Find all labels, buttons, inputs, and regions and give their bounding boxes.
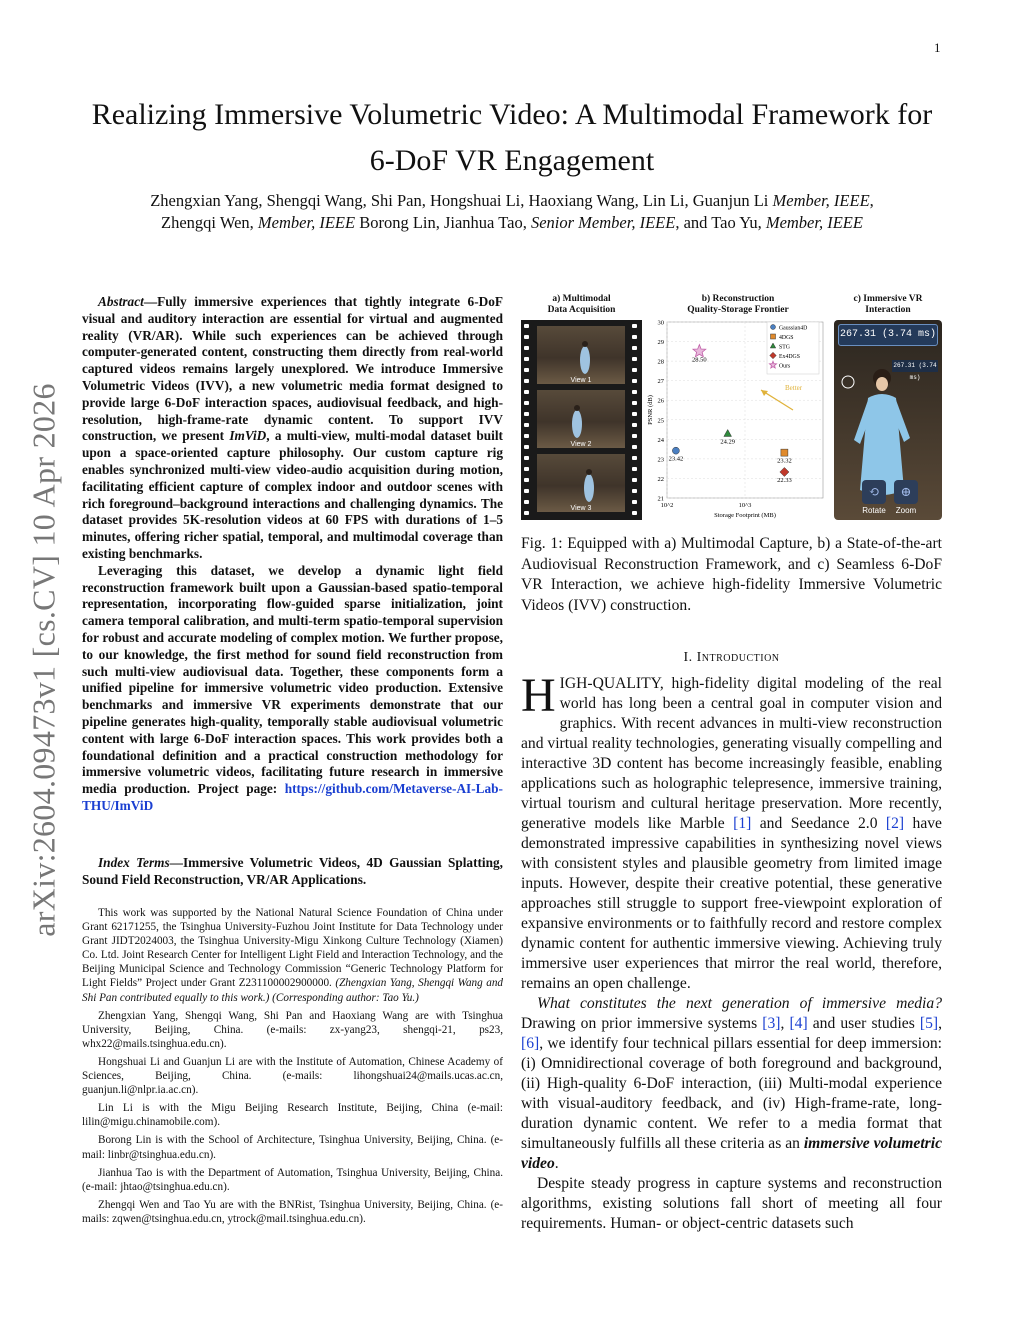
filmstrip-hole [524, 346, 529, 350]
legend-entry: STG [779, 344, 790, 351]
figure-caption: Fig. 1: Equipped with a) Multimodal Capture, b) a State-of-the-art Audiovisual Reconstruction Framework, and c) Seamless 6-DoF VR Interaction, we achieve high-fidelity Immersive Volumetric Videos (IVV) construction. [521, 535, 942, 614]
paragraph: Despite steady progress in capture systems and reconstruction algorithms, existing solutions fall short of meeting all four requirements. Human- or object-centric datasets such [521, 1175, 942, 1232]
citation-link[interactable]: [6] [521, 1035, 540, 1052]
legend-entry: Ours [779, 363, 791, 370]
author-list: Zhengxian Yang, Shengqi Wang, Shi Pan, Hongshuai Li, Haoxiang Wang, Lin Li, Guanjun Li Member, IEEE, Zhengqi Wen, Member, IEEE Borong Lin, Jianhua Tao, Senior Member, IEEE, and Tao Yu, Member, IEEE [150, 191, 874, 232]
filmstrip-hole [524, 423, 529, 427]
author-name: Zhengqi Wen, [161, 213, 254, 232]
author-name: , and Tao Yu, [675, 213, 762, 232]
x-tick-label: 10^2 [660, 502, 674, 509]
y-axis-label: PSNR (dB) [647, 395, 654, 425]
index-terms-label: Index Terms [98, 855, 170, 870]
filmstrip-hole [524, 434, 529, 438]
footnote-affiliation: Jianhua Tao is with the Department of Automation, Tsinghua University, Beijing, China. (e-mail: jhtao@tsinghua.edu.cn). [82, 1166, 503, 1193]
y-tick-label: 23 [657, 456, 664, 464]
y-tick-label: 22 [657, 475, 664, 483]
filmstrip-hole [632, 467, 637, 471]
panel-b-title: b) Reconstruction Quality-Storage Frontier [687, 294, 789, 315]
filmstrip-hole [632, 478, 637, 482]
data-label: 23.32 [777, 457, 792, 465]
filmstrip-hole [524, 357, 529, 361]
paper-title [60, 92, 964, 184]
filmstrip-hole [524, 445, 529, 449]
drop-cap: H [521, 669, 556, 722]
authors-line1: Zhengxian Yang, Shengqi Wang, Shi Pan, Hongshuai Li, Haoxiang Wang, Lin Li, Guanjun Li [150, 191, 769, 210]
quality-storage-chart [645, 318, 831, 520]
citation-link[interactable]: [5] [919, 1015, 939, 1032]
filmstrip-hole [632, 335, 637, 339]
filmstrip-hole [524, 401, 529, 405]
filmstrip-hole [632, 357, 637, 361]
performer-figure [834, 320, 942, 520]
abstract-text: , a multi-view, multi-modal dataset built upon a space-oriented capture philosophy. Our custom capture rig enables synchronized multi-view video-audio acquisition during motion, facilitating efficient capture of complex indoor and outdoor scenes with rich foreground–background interactions and challenging dynamics. The dataset provides 5K-resolution videos at 60 FPS with durations of 1–5 minutes, offering richer spatial, temporal, and multimodal coverage than existing benchmarks. [82, 428, 503, 561]
y-tick-label: 29 [657, 339, 664, 347]
citation-link[interactable]: [4] [789, 1015, 808, 1032]
filmstrip-hole [524, 324, 529, 328]
index-terms-text: —Immersive Volumetric Videos, 4D Gaussian Splatting, Sound Field Reconstruction, VR/AR Applications. [82, 855, 503, 887]
filmstrip-hole [632, 445, 637, 449]
filmstrip [521, 320, 642, 520]
panel-c-title: c) Immersive VR Interaction [853, 294, 923, 315]
filmstrip-hole [524, 456, 529, 460]
view-image: View 2 [537, 390, 625, 448]
footnote-funding: This work was supported by the National Natural Science Foundation of China under Grant 62171255, the Tsinghua University-Fuzhou Joint Institute for Data Technology under Grant JIDT2024003, the Tsinghua University-Migu Xinkong Culture Technology (Xiamen) Co. Ltd. Joint Research Center for Intelligent Light Field and Interaction Technology, and the Beijing Municipal Science and Technology Commission “Generic Technology Platform for Light Fields” Project under Grant Z231100002900000. (Zhengxian Yang, Shengqi Wang and Shi Pan contributed equally to this work.) (Corresponding author: Tao Yu.) [82, 907, 504, 1004]
legend-entry: Gaussian4D [779, 325, 808, 332]
y-tick-label: 28 [657, 358, 664, 366]
section-heading: I. Introduction [683, 650, 780, 665]
filmstrip-hole [632, 401, 637, 405]
footnote-affiliation: Lin Li is with the Migu Beijing Research Institute, Beijing, China (e-mail: lilin@migu.chinamobile.com). [82, 1102, 503, 1129]
legend-marker [771, 334, 776, 339]
zoom-button[interactable]: ⊕ [894, 480, 918, 504]
y-tick-label: 25 [657, 417, 664, 425]
index-terms [82, 855, 503, 889]
filmstrip-hole [632, 368, 637, 372]
legend-marker [771, 325, 776, 330]
data-label: 28.50 [692, 356, 707, 364]
filmstrip-hole [632, 434, 637, 438]
footnotes [82, 906, 503, 1230]
legend-entry: Ex4DGS [779, 354, 800, 360]
y-tick-label: 30 [657, 319, 664, 327]
data-point-4dgs [781, 449, 788, 456]
filmstrip-hole [632, 346, 637, 350]
zoom-label: Zoom [895, 506, 917, 515]
author-role: Member, IEEE [765, 213, 863, 232]
abstract [82, 294, 503, 815]
title-line-2: 6-DoF VR Engagement [369, 144, 655, 177]
x-tick-label: 10^3 [738, 502, 752, 509]
filmstrip-hole [524, 489, 529, 493]
author-role: Member, IEEE [772, 191, 870, 210]
x-axis-label: Storage Footprint (MB) [714, 512, 776, 519]
data-label: 22.33 [777, 476, 792, 484]
filmstrip-hole [632, 511, 637, 515]
filmstrip-hole [632, 412, 637, 416]
view-image: View 3 [537, 454, 625, 512]
title-line-1: Realizing Immersive Volumetric Video: A Multimodal Framework for [91, 98, 933, 131]
legend-entry: 4DGS [779, 335, 794, 341]
abstract-text: Leveraging this dataset, we develop a dynamic light field reconstruction framework built upon a Gaussian-based spatio-temporal representation, incorporating flow-guided sparse initialization, joint camera temporal calibration, and multi-term spatio-temporal supervision for robust and accurate modeling of complex motion. We further propose, to our knowledge, the first method for sound field reconstruction from such multi-view audiovisual data. Together, these components form a unified pipeline for immersive volumetric video production. Extensive benchmarks and immersive VR experiments demonstrate that our pipeline generates high-quality, temporally stable audiovisual volumetric content with large 6-DoF interaction spaces. This work provides both a foundational definition and a practical construction methodology for immersive volumetric videos, facilitating future research in immersive media production. Project page: [82, 562, 503, 797]
arxiv-identifier: arXiv:2604.09473v1 [cs.CV] 10 Apr 2026 [25, 383, 62, 937]
footnote-affiliation: Zhengqi Wen and Tao Yu are with the BNRist, Tsinghua University, Beijing, China. (e-mails: zqwen@tsinghua.edu.cn, ytrock@mail.tsinghua.edu.cn). [82, 1198, 503, 1225]
author-name: Borong Lin, Jianhua Tao, [359, 213, 527, 232]
figure-1 [521, 294, 942, 520]
citation-link[interactable]: [2] [885, 815, 905, 832]
dataset-name: ImViD [229, 428, 267, 444]
filmstrip-hole [632, 456, 637, 460]
fps-overlay-small: 267.31 (3.74 ms) [893, 362, 937, 381]
rotate-button[interactable]: ⟲ [862, 480, 886, 504]
vr-view [834, 320, 942, 520]
filmstrip-hole [632, 324, 637, 328]
y-tick-label: 21 [657, 495, 664, 503]
y-tick-label: 24 [657, 436, 664, 444]
fps-overlay: 267.31 (3.74 ms) [838, 324, 938, 346]
data-point-gaussian4d [672, 447, 679, 454]
filmstrip-hole [524, 478, 529, 482]
filmstrip-hole [524, 511, 529, 515]
author-role: Senior Member, IEEE [530, 213, 676, 232]
back-icon [842, 376, 854, 388]
footnote-affiliation: Borong Lin is with the School of Architecture, Tsinghua University, Beijing, China. (e-mail: linbr@tsinghua.edu.cn). [82, 1134, 503, 1161]
y-tick-label: 26 [657, 397, 664, 405]
better-label: Better [785, 384, 803, 392]
abstract-label: Abstract [98, 294, 144, 309]
abstract-text: —Fully immersive experiences that tightly integrate 6-DoF visual and auditory interaction are essential for virtual and augmented reality (VR/AR). While such experiences can be achieved through computer-generated content, constructing them directly from real-world captured videos remains largely unexplored. We introduce Immersive Volumetric Videos (IVV), a new volumetric media format designed to provide large 6-DoF interaction spaces, audiovisual feedback, and high-resolution, high-frame-rate dynamic content. To support IVV construction, we present [82, 294, 503, 444]
panel-c [834, 294, 942, 520]
footnote-affiliation: Zhengxian Yang, Shengqi Wang, Shi Pan and Haoxiang Wang are with Tsinghua University, Beijing, China. (e-mails: zx-yang23, shengqi-21, ps23, whx22@mails.tsinghua.edu.cn). [82, 1009, 503, 1050]
panel-a [521, 294, 642, 520]
filmstrip-hole [632, 390, 637, 394]
citation-link[interactable]: [1] [733, 815, 752, 832]
introduction-body: HIGH-QUALITY, high-fidelity digital modeling of the real world has long been a central goal in computer vision and graphics. With recent advances in multi-view reconstruction and virtual reality technologies, generating visually compelling and interactive 3D content has become increasingly feasible, enabling applications such as holographic telepresence, immersive training, virtual tourism and cultural heritage preservation. More recently, generative models like Marble [1] and Seedance 2.0 [2] have demonstrated impressive capabilities in synthesizing novel views with consistent styles and plausible geometry from limited image inputs. However, despite their creative potential, these generative approaches still struggle to support free-viewpoint exploration of expansive environments or to faithfully record and restore complex dynamic content for authentic immersive viewing. Achieving truly immersive user experiences that mirror the real world, therefore, remains an open challenge. What constitutes the next generation of immersive media? Drawing on prior immersive systems [3], [4] and user studies [5], [6], we identify four technical pillars essential for deep immersion: (i) Omnidirectional coverage of both foreground and background, (ii) High-quality 6-DoF interaction, (iii) Multi-modal experience with visual-auditory feedback, and (iv) High-frame-rate, long-duration dynamic content. We refer to a media format that simultaneously fulfills all these criteria as an immersive volumetric video. Despite steady progress in capture systems and reconstruction algorithms, existing solutions fall short of meeting all four requirements. Human- or object-centric datasets such [521, 669, 943, 1232]
filmstrip-hole [524, 368, 529, 372]
data-label: 23.42 [668, 455, 684, 463]
panel-a-title: a) Multimodal Data Acquisition [547, 294, 616, 315]
view-image: View 1 [537, 326, 625, 384]
filmstrip-hole [524, 379, 529, 383]
filmstrip-hole [524, 412, 529, 416]
footnote-affiliation: Hongshuai Li and Guanjun Li are with the Institute of Automation, Chinese Academy of Sciences, Beijing, China. (e-mails: lihongshuai24@mails.ucas.ac.cn, guanjun.li@nlpr.ia.ac.cn). [82, 1055, 503, 1097]
filmstrip-hole [632, 500, 637, 504]
filmstrip-hole [524, 467, 529, 471]
citation-link[interactable]: [3] [762, 1015, 781, 1032]
panel-b [645, 294, 831, 520]
filmstrip-hole [524, 335, 529, 339]
filmstrip-hole [632, 379, 637, 383]
filmstrip-hole [524, 500, 529, 504]
project-page-link[interactable]: https://github.com/Metaverse-AI-Lab-THU/ImViD [82, 781, 503, 813]
filmstrip-hole [524, 390, 529, 394]
page-number: 1 [934, 40, 941, 55]
author-role: Member, IEEE [257, 213, 356, 232]
rotate-label: Rotate [862, 506, 886, 515]
filmstrip-hole [632, 489, 637, 493]
filmstrip-hole [632, 423, 637, 427]
y-tick-label: 27 [657, 378, 664, 386]
data-label: 24.29 [720, 438, 736, 446]
